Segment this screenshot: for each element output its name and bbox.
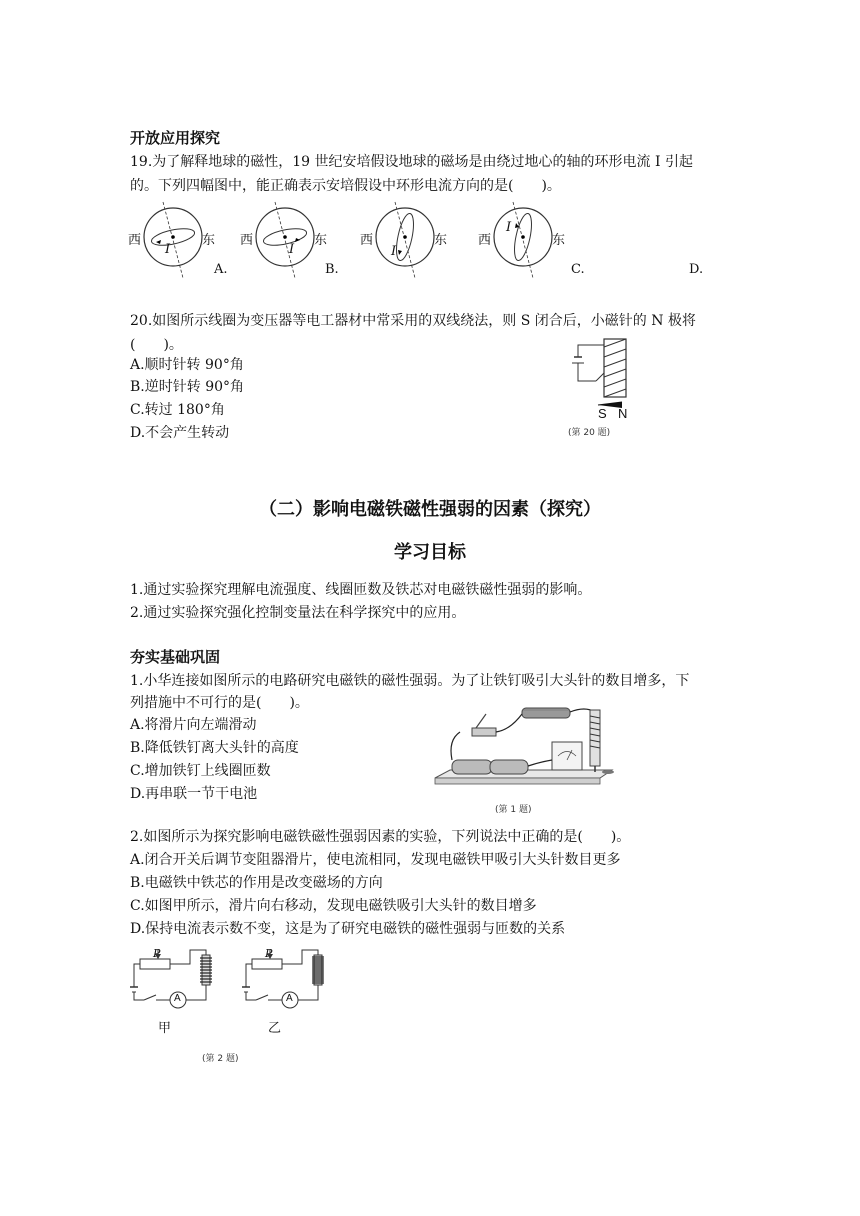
q1-option-a: A.将滑片向左端滑动 bbox=[130, 717, 257, 733]
current-label: I bbox=[289, 242, 295, 257]
compass-s-label: S bbox=[598, 406, 607, 421]
goal-item-1: 1.通过实验探究理解电流强度、线圈匝数及铁芯对电磁铁磁性强弱的影响。 bbox=[130, 582, 592, 598]
current-label: I bbox=[506, 220, 512, 235]
q19-text-line2: 的。下列四幅图中，能正确表示安培假设中环形电流方向的是( )。 bbox=[130, 178, 561, 194]
q19-figure-c bbox=[360, 200, 585, 285]
ammeter-a-label-jia: A bbox=[174, 993, 181, 1004]
section-heading-basics: 夯实基础巩固 bbox=[130, 648, 221, 666]
circuit-yi-diagram bbox=[242, 945, 342, 1035]
q2-caption: (第 2 题) bbox=[202, 1054, 239, 1064]
label-yi: 乙 bbox=[268, 1021, 282, 1036]
ammeter-a-label-yi: A bbox=[286, 993, 293, 1004]
slider-p-label-jia: P bbox=[153, 947, 161, 960]
q2-text-line1: 2.如图所示为探究影响电磁铁磁性强弱因素的实验，下列说法中正确的是( )。 bbox=[130, 829, 631, 845]
q1-option-d: D.再串联一节干电池 bbox=[130, 786, 258, 802]
east-label: 东 bbox=[202, 233, 216, 248]
q20-figure bbox=[560, 335, 650, 440]
slider-p-label-yi: P bbox=[265, 947, 273, 960]
option-d-label: D. bbox=[689, 262, 704, 277]
option-a-label: A. bbox=[214, 262, 228, 277]
q20-option-b: B.逆时针转 90°角 bbox=[130, 379, 245, 395]
q20-option-d: D.不会产生转动 bbox=[130, 425, 230, 441]
q2-option-a: A.闭合开关后调节变阻器滑片，使电流相同，发现电磁铁甲吸引大头针数目更多 bbox=[130, 852, 621, 868]
option-b-label: B. bbox=[325, 262, 339, 277]
q1-text-line1: 1.小华连接如图所示的电路研究电磁铁的磁性强弱。为了让铁钉吸引大头针的数目增多，下 bbox=[130, 673, 690, 689]
west-label: 西 bbox=[360, 233, 374, 248]
q20-text-line2: ( )。 bbox=[130, 337, 183, 353]
goal-item-2: 2.通过实验探究强化控制变量法在科学探究中的应用。 bbox=[130, 605, 466, 621]
q2-figure bbox=[130, 945, 360, 1067]
west-label: 西 bbox=[240, 233, 254, 248]
q20-option-c: C.转过 180°角 bbox=[130, 402, 225, 418]
q1-figure bbox=[430, 700, 615, 820]
q20-caption: (第 20 题) bbox=[568, 428, 611, 438]
q1-text-line2: 列措施中不可行的是( )。 bbox=[130, 695, 309, 711]
q19-figure-a bbox=[128, 200, 228, 285]
west-label: 西 bbox=[128, 233, 142, 248]
q19-figures bbox=[128, 200, 704, 285]
q2-option-b: B.电磁铁中铁芯的作用是改变磁场的方向 bbox=[130, 875, 383, 891]
compass-n-label: N bbox=[618, 406, 628, 421]
current-label: I bbox=[391, 244, 397, 259]
q1-option-b: B.降低铁钉离大头针的高度 bbox=[130, 740, 299, 756]
learning-goals-title: 学习目标 bbox=[394, 542, 466, 563]
q20-option-a: A.顺时针转 90°角 bbox=[130, 357, 244, 373]
globe-ring-diagram bbox=[360, 200, 460, 285]
globe-ring-diagram bbox=[128, 200, 228, 285]
q19-figure-b bbox=[240, 200, 345, 285]
q2-option-d: D.保持电流表示数不变，这是为了研究电磁铁的磁性强弱与匝数的关系 bbox=[130, 921, 566, 937]
q20-text-line1: 20.如图所示线圈为变压器等电工器材中常采用的双线绕法，则 S 闭合后，小磁针的 N 极将 bbox=[130, 313, 696, 329]
q19-text-line1: 19.为了解释地球的磁性，19 世纪安培假设地球的磁场是由绕过地心的轴的环形电流 I 引起 bbox=[130, 154, 693, 170]
globe-ring-diagram bbox=[478, 200, 578, 285]
q2-option-c: C.如图甲所示，滑片向右移动，发现电磁铁吸引大头针的数目增多 bbox=[130, 898, 537, 914]
section-title-electromagnet-factors: （二）影响电磁铁磁性强弱的因素（探究） bbox=[259, 499, 601, 520]
option-c-label: C. bbox=[571, 262, 585, 277]
q1-option-c: C.增加铁钉上线圈匝数 bbox=[130, 763, 271, 779]
current-label: I bbox=[165, 242, 171, 257]
east-label: 东 bbox=[314, 233, 328, 248]
east-label: 东 bbox=[434, 233, 448, 248]
circuit-jia-diagram bbox=[130, 945, 230, 1035]
q1-caption: (第 1 题) bbox=[495, 805, 532, 815]
west-label: 西 bbox=[478, 233, 492, 248]
q19-figure-d bbox=[478, 200, 704, 285]
east-label: 东 bbox=[552, 233, 566, 248]
label-jia: 甲 bbox=[158, 1021, 172, 1036]
section-heading-open-application: 开放应用探究 bbox=[130, 129, 221, 147]
